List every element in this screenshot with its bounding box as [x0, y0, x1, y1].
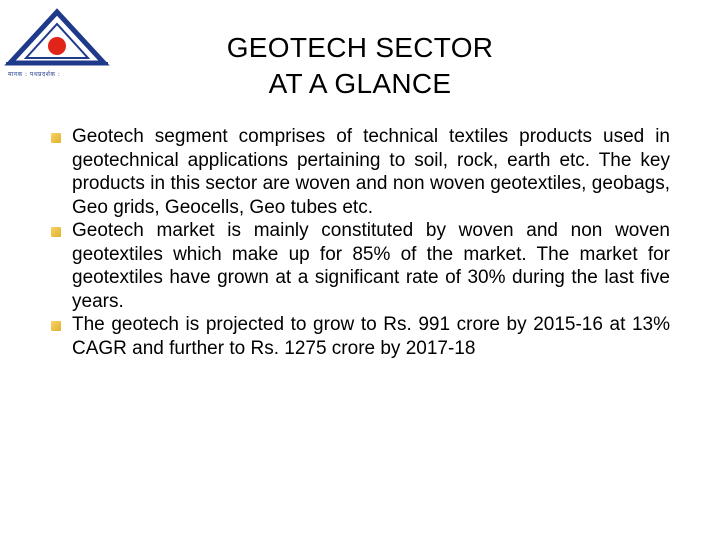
- bullet-list: [50, 125, 670, 360]
- bullet-text: The geotech is projected to grow to Rs. 991 crore by 2015-16 at 13% CAGR and further to Rs. 1275 crore by 2017-18: [72, 314, 670, 359]
- bullet-item: [50, 125, 670, 219]
- logo-caption: मानक : पथप्रदर्शक :: [8, 71, 61, 78]
- bullet-square-icon: [51, 133, 61, 143]
- bullet-item: [50, 313, 670, 360]
- bullet-item: [50, 219, 670, 313]
- bullet-square-icon: [51, 321, 61, 331]
- title-line-1: GEOTECH SECTOR: [226, 32, 494, 63]
- slide-title: [160, 30, 560, 102]
- bullet-text: Geotech segment comprises of technical textiles products used in geotechnical applications pertaining to soil, rock, earth etc. The key products in this sector are woven and non woven geotextiles, geobags, Geo grids, Geocells, Geo tubes etc.: [72, 126, 670, 218]
- bullet-text: Geotech market is mainly constituted by woven and non woven geotextiles which make up for 85% of the market. The market for geotextiles have grown at a significant rate of 30% during the last five years.: [72, 220, 670, 312]
- bis-logo: [2, 2, 114, 84]
- bullet-square-icon: [51, 227, 61, 237]
- title-line-2: AT A GLANCE: [268, 68, 452, 99]
